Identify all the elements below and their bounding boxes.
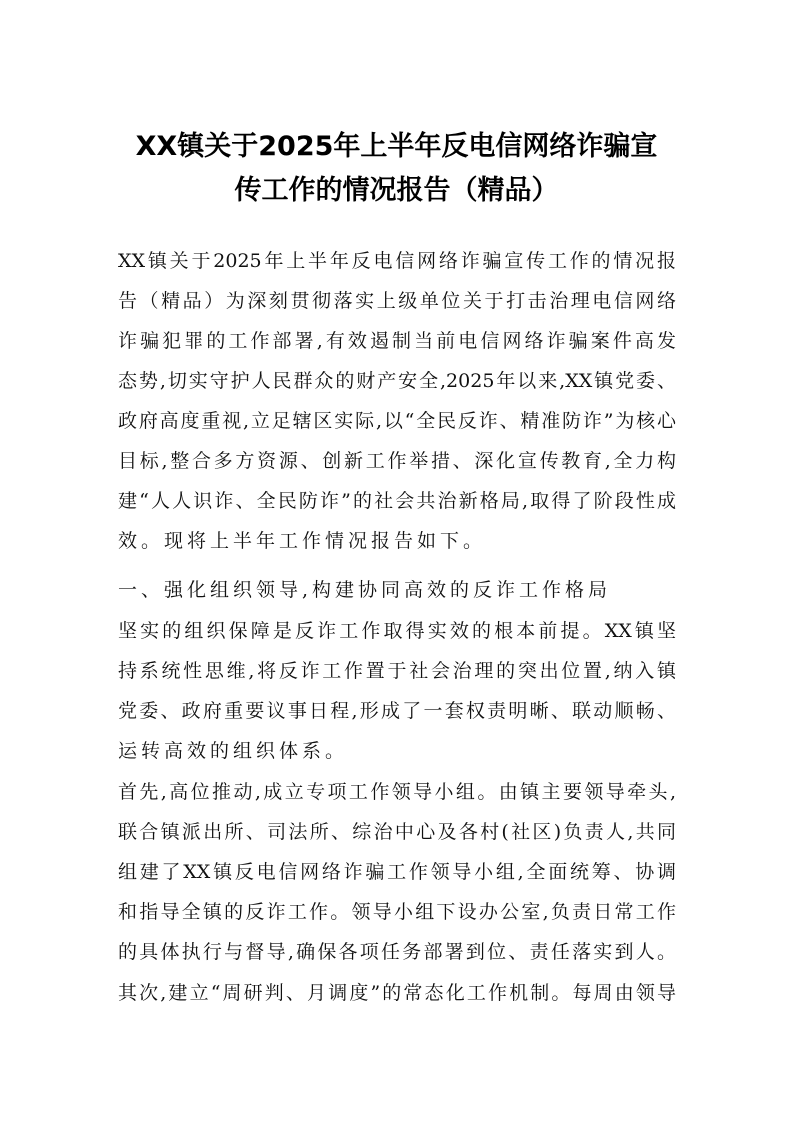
text-line: 运转高效的组织体系。 bbox=[118, 740, 349, 762]
text-line: 党委、政府重要议事日程,形成了一套权责明晰、联动顺畅、 bbox=[118, 700, 676, 722]
text-line: 效。现将上半年工作情况报告如下。 bbox=[118, 530, 487, 552]
text-line: XX镇关于2025年上半年反电信网络诈骗宣传工作的情况报 bbox=[118, 250, 676, 272]
text-line: 持系统性思维,将反诈工作置于社会治理的突出位置,纳入镇 bbox=[118, 660, 676, 682]
text-line: 诈骗犯罪的工作部署,有效遏制当前电信网络诈骗案件高发 bbox=[118, 330, 676, 352]
text-line: 目标,整合多方资源、创新工作举措、深化宣传教育,全力构 bbox=[118, 450, 676, 472]
text-line: 建“人人识诈、全民防诈”的社会共治新格局,取得了阶段性成 bbox=[118, 490, 676, 512]
text-line: 其次,建立“周研判、月调度”的常态化工作机制。每周由领导 bbox=[118, 982, 676, 1004]
text-line: 的具体执行与督导,确保各项任务部署到位、责任落实到人。 bbox=[118, 941, 676, 963]
text-line: 首先,高位推动,成立专项工作领导小组。由镇主要领导牵头, bbox=[118, 781, 676, 803]
section-heading: 一、强化组织领导,构建协同高效的反诈工作格局 bbox=[118, 579, 612, 601]
document-title-line-1: XX镇关于2025年上半年反电信网络诈骗宣 bbox=[135, 131, 658, 162]
text-line: 联合镇派出所、司法所、综治中心及各村(社区)负责人,共同 bbox=[118, 821, 676, 843]
text-line: 政府高度重视,立足辖区实际,以“全民反诈、精准防诈”为核心 bbox=[118, 410, 676, 432]
text-line: 告（精品）为深刻贯彻落实上级单位关于打击治理电信网络 bbox=[118, 290, 676, 312]
text-line: 坚实的组织保障是反诈工作取得实效的根本前提。XX镇坚 bbox=[118, 620, 676, 642]
document-title-line-2: 传工作的情况报告（精品） bbox=[234, 175, 559, 206]
text-line: 组建了XX镇反电信网络诈骗工作领导小组,全面统筹、协调 bbox=[118, 861, 676, 883]
text-line: 态势,切实守护人民群众的财产安全,2025年以来,XX镇党委、 bbox=[118, 370, 676, 392]
text-line: 和指导全镇的反诈工作。领导小组下设办公室,负责日常工作 bbox=[118, 901, 676, 923]
